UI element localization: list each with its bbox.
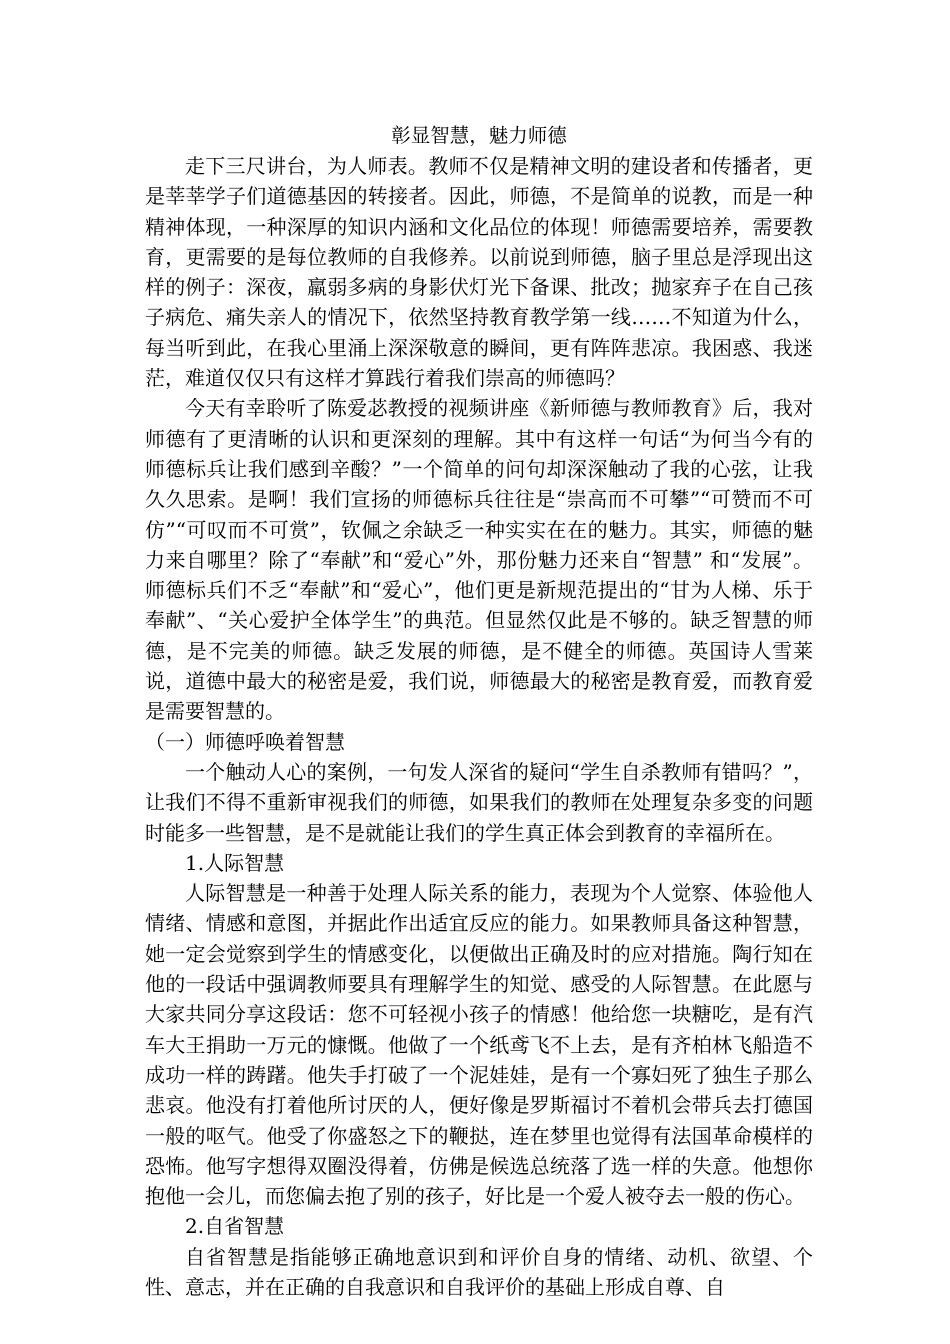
subheading-introspection: 2.自省智慧 [185, 1214, 285, 1239]
document-title: 彰显智慧，魅力师德 [391, 124, 567, 147]
paragraph-case: 一个触动人心的案例，一句发人深省的疑问“学生自杀教师有错吗？”，让我们不得不重新审视我们的师德，如果我们的教师在处理复杂多变的问题时能多一些智慧，是不是就能让我们的学生真正体会到教育的幸福所在。 [145, 759, 813, 845]
paragraph-interpersonal: 人际智慧是一种善于处理人际关系的能力，表现为个人觉察、体验他人情绪、情感和意图，并据此作出适宜反应的能力。如果教师具备这种智慧，她一定会觉察到学生的情感变化，以便做出正确及时的应对措施。陶行知在他的一段话中强调教师要具有理解学生的知觉、感受的人际智慧。在此愿与大家共同分享这段话：您不可轻视小孩子的情感！他给您一块糖吃，是有汽车大王捐助一万元的慷慨。他做了一个纸鸢飞不上去，是有齐柏林飞船造不成功一样的踌躇。他失手打破了一个泥娃娃，是有一个寡妇死了独生子那么悲哀。他没有打着他所讨厌的人，便好像是罗斯福讨不着机会带兵去打德国一般的呕气。他受了你盛怒之下的鞭挞，连在梦里也觉得有法国革命模样的恐怖。他写字想得双圈没得着，仿佛是候选总统落了选一样的失意。他想你抱他一会儿，而您偏去抱了别的孩子，好比是一个爱人被夺去一般的伤心。 [145, 881, 813, 1209]
section-heading-wisdom: （一）师德呼唤着智慧 [145, 729, 345, 754]
paragraph-introspection: 自省智慧是指能够正确地意识到和评价自身的情绪、动机、欲望、个性、意志，并在正确的自我意识和自我评价的基础上形成自尊、自 [145, 1244, 813, 1299]
paragraph-intro: 走下三尺讲台，为人师表。教师不仅是精神文明的建设者和传播者，更是莘莘学子们道德基因的转接者。因此，师德，不是简单的说教，而是一种精神体现，一种深厚的知识内涵和文化品位的体现！师德需要培养，需要教育，更需要的是每位教师的自我修养。以前说到师德，脑子里总是浮现出这样的例子：深夜，羸弱多病的身影伏灯光下备课、批改；抛家弃子在自己孩子病危、痛失亲人的情况下，依然坚持教育教学第一线……不知道为什么，每当听到此，在我心里涌上深深敬意的瞬间，更有阵阵悲凉。我困惑、我迷茫，难道仅仅只有这样才算践行着我们崇高的师德吗？ [145, 154, 813, 391]
subheading-interpersonal: 1.人际智慧 [185, 850, 285, 875]
paragraph-lecture: 今天有幸聆听了陈爱苾教授的视频讲座《新师德与教师教育》后，我对师德有了更清晰的认识和更深刻的理解。其中有这样一句话“为何当今有的师德标兵让我们感到辛酸？”一个简单的问句却深深触动了我的心弦，让我久久思索。是啊！我们宣扬的师德标兵往往是“崇高而不可攀”“可赞而不可仿”“可叹而不可赏”，钦佩之余缺乏一种实实在在的魅力。其实，师德的魅力来自哪里？除了“奉献”和“爱心”外，那份魅力还来自“智慧” 和“发展”。师德标兵们不乏“奉献”和“爱心”，他们更是新规范提出的“甘为人梯、乐于奉献”、“关心爱护全体学生”的典范。但显然仅此是不够的。缺乏智慧的师德，是不完美的师德。缺乏发展的师德，是不健全的师德。英国诗人雪莱说，道德中最大的秘密是爱，我们说，师德最大的秘密是教育爱，而教育爱是需要智慧的。 [145, 396, 813, 724]
document-page [145, 121, 813, 1302]
